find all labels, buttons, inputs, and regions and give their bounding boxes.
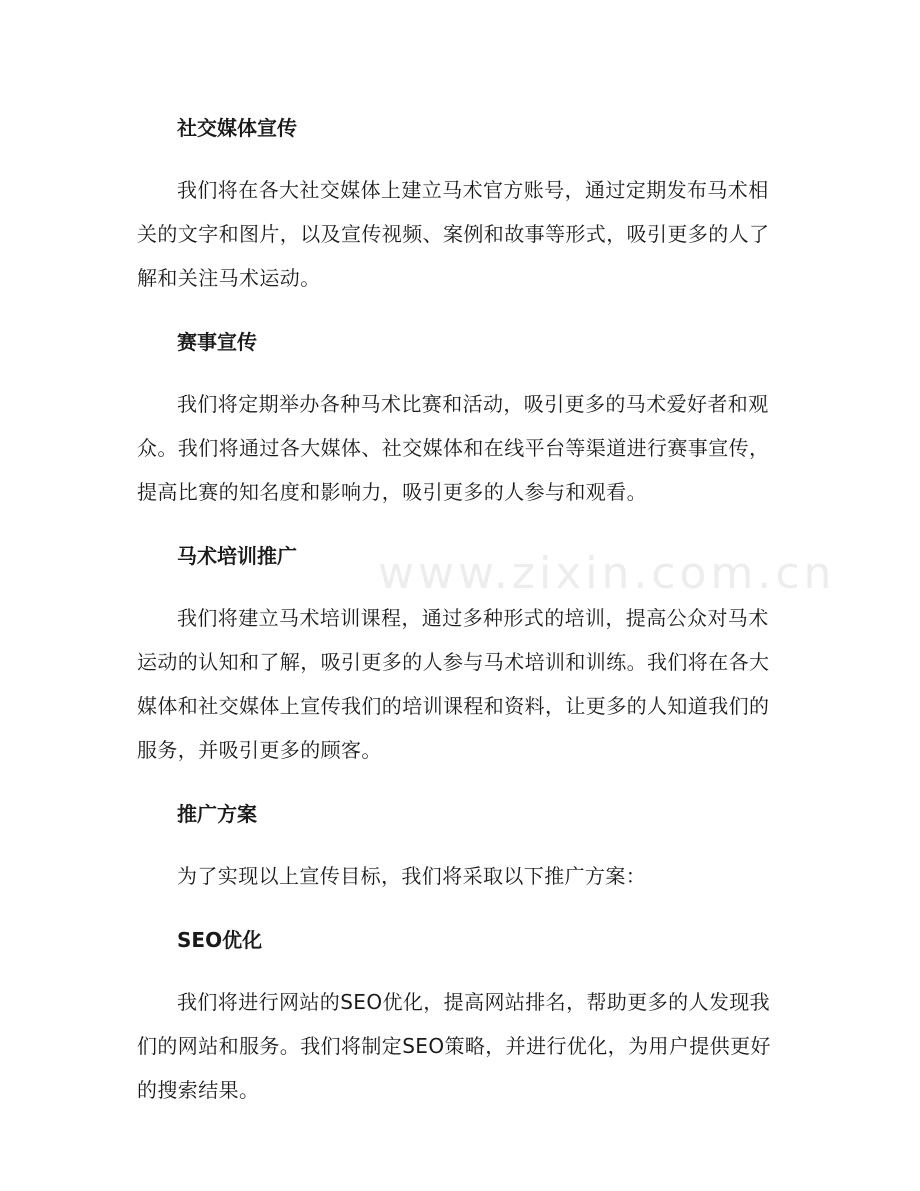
section-heading-events: 赛事宣传: [177, 330, 257, 354]
section-heading-seo: SEO优化: [177, 928, 263, 952]
watermark: www.zixin.com.cn: [378, 548, 836, 599]
section-heading-training: 马术培训推广: [177, 544, 297, 568]
section-paragraph-promotion-plan: 为了实现以上宣传目标，我们将采取以下推广方案：: [177, 864, 647, 888]
section-heading-promotion-plan: 推广方案: [177, 802, 257, 826]
section-paragraph-events: 我们将定期举办各种马术比赛和活动，吸引更多的马术爱好者和观众。我们将通过各大媒体、社交媒体和在线平台等渠道进行赛事宣传，提高比赛的知名度和影响力，吸引更多的人参与和观看。: [137, 392, 770, 504]
section-paragraph-training: 我们将建立马术培训课程，通过多种形式的培训，提高公众对马术运动的认知和了解，吸引更多的人参与马术培训和训练。我们将在各大媒体和社交媒体上宣传我们的培训课程和资料，让更多的人知道我们的服务，并吸引更多的顾客。: [137, 606, 770, 762]
section-heading-social-media: 社交媒体宣传: [177, 116, 297, 140]
document-body: [137, 106, 777, 1112]
section-paragraph-social-media: 我们将在各大社交媒体上建立马术官方账号，通过定期发布马术相关的文字和图片，以及宣传视频、案例和故事等形式，吸引更多的人了解和关注马术运动。: [137, 178, 770, 290]
section-paragraph-seo: 我们将进行网站的SEO优化，提高网站排名，帮助更多的人发现我们的网站和服务。我们将制定SEO策略，并进行优化，为用户提供更好的搜索结果。: [137, 990, 771, 1102]
